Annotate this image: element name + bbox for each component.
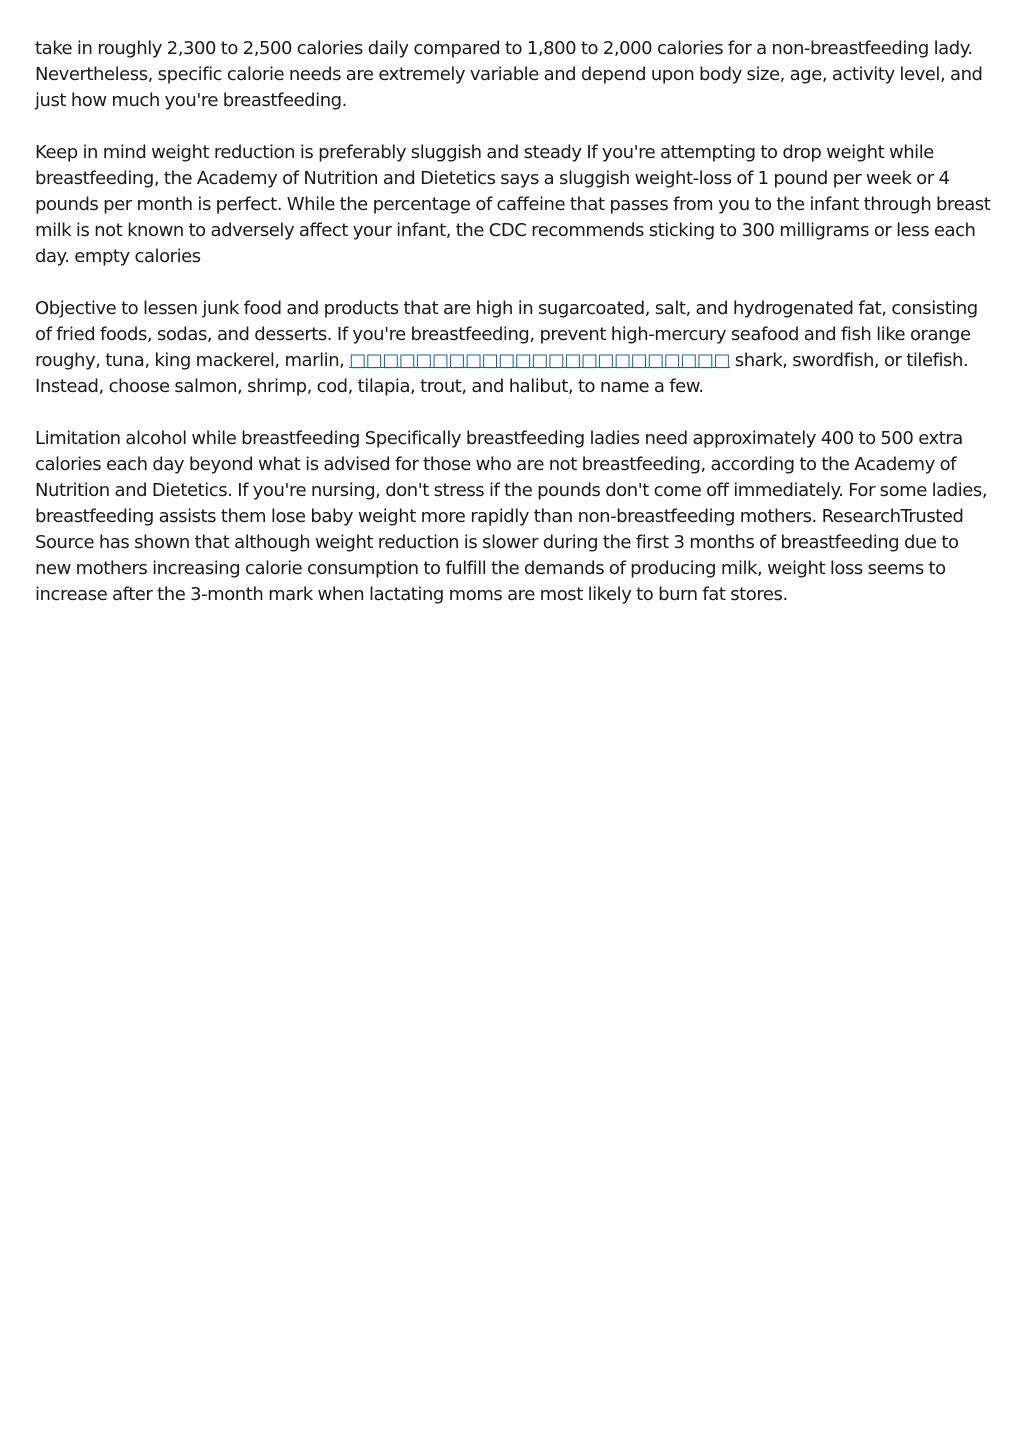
paragraph-limit-alcohol: Limitation alcohol while breastfeeding Specifically breastfeeding ladies need approximately 400 to 500 extra calories each day beyond what is advised for those who are not breastfeeding, according to the Academy of Nutrition and Dietetics. If you're nursing, don't stress if the pounds don't come off immediately. For some ladies, breastfeeding assists them lose baby weight more rapidly than non-breastfeeding mothers. ResearchTrusted Source has shown that although weight reduction is slower during the first 3 months of breastfeeding due to new mothers increasing calorie consumption to fulfill the demands of producing milk, weight loss seems to increase after the 3-month mark when lactating moms are most likely to burn fat stores. <box>35 428 988 605</box>
paragraph-junk-food-text-end: shark, swordfish, or tilefish. Instead, choose salmon, shrimp, cod, tilapia, trout, and halibut, to name a few. <box>35 350 969 397</box>
inline-link[interactable]: □□□□□□□□□□□□□□□□□□□□□□□ <box>349 350 731 371</box>
paragraph-junk-food <box>35 296 995 400</box>
paragraph-weight-reduction: Keep in mind weight reduction is preferably sluggish and steady If you're attempting to drop weight while breastfeeding, the Academy of Nutrition and Dietetics says a sluggish weight-loss of 1 pound per week or 4 pounds per month is perfect. While the percentage of caffeine that passes from you to the infant through breast milk is not known to adversely affect your infant, the CDC recommends sticking to 300 milligrams or less each day. empty calories <box>35 142 991 267</box>
paragraph-calorie-needs: take in roughly 2,300 to 2,500 calories daily compared to 1,800 to 2,000 calories for a non-breastfeeding lady. Nevertheless, specific calorie needs are extremely variable and depend upon body size, age, activity level, and just how much you're breastfeeding. <box>35 38 983 111</box>
document-body <box>35 36 995 634</box>
paragraph-junk-food-text-start: Objective to lessen junk food and products that are high in sugarcoated, salt, and hydrogenated fat, consisting of fried foods, sodas, and desserts. If you're breastfeeding, prevent high-mercury seafood and fish like orange roughy, tuna, king mackerel, marlin, <box>35 298 978 371</box>
